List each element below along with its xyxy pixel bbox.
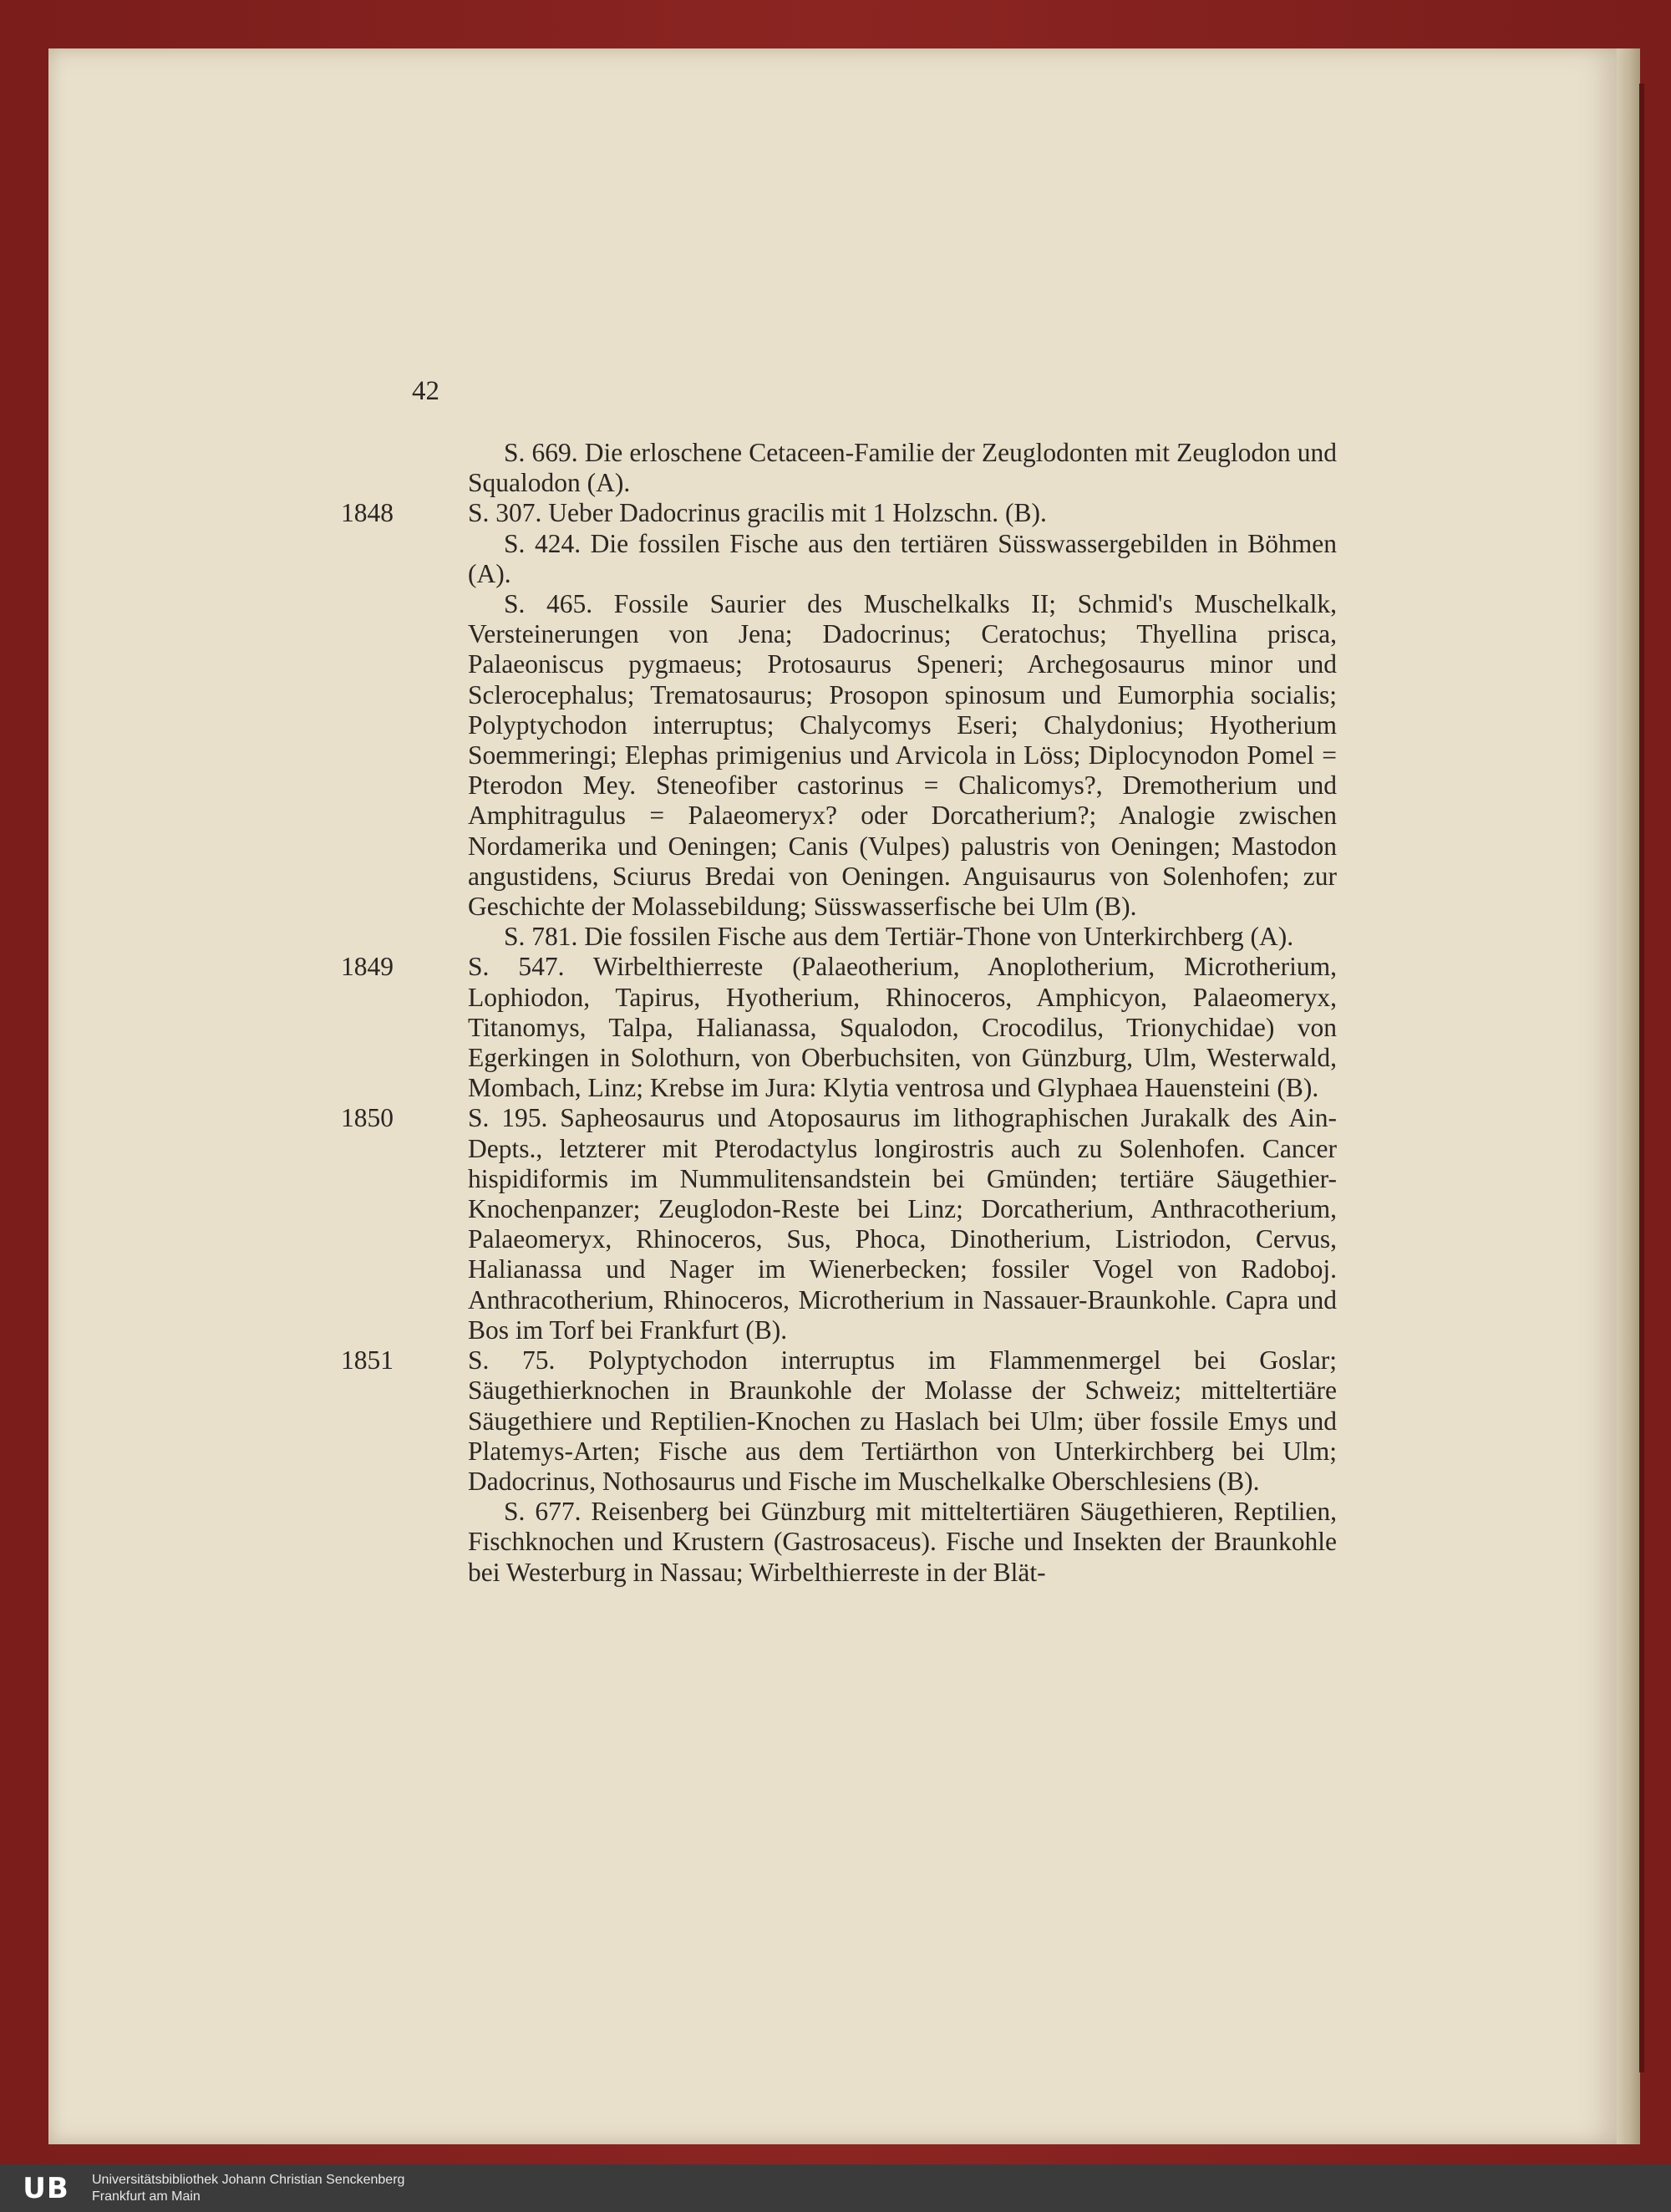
bibliography-entry xyxy=(341,1345,1337,1588)
entry-year: 1850 xyxy=(341,1103,394,1133)
bibliography-entry xyxy=(468,438,1337,498)
entry-year: 1848 xyxy=(341,498,394,528)
entry-paragraph: S. 465. Fossile Saurier des Muschelkalks II; Schmid's Muschelkalk, Versteinerungen von Jena; Dadocrinus; Ceratochus; Thyellina prisca, Palaeoniscus pygmaeus; Protosaurus Speneri; Archegosaurus minor und Sclerocephalus; Trematosaurus; Prosopon spinosum und Eumorphia socialis; Polyptychodon interruptus; Chalycomys Eseri; Chalydonius; Hyotherium Soemmeringi; Elephas primigenius und Arvicola in Löss; Diplocynodon Pomel = Pterodon Mey. Steneofiber castorinus = Chalicomys?, Dremotherium und Amphitragulus = Palaeomeryx? oder Dorcatherium?; Analogie zwischen Nordamerika und Oeningen; Canis (Vulpes) palustris von Oeningen; Mastodon angustidens, Sciurus Bredai von Oeningen. Anguisaurus von Solenhofen; zur Geschichte der Molassebildung; Süsswasserfische bei Ulm (B). xyxy=(468,589,1337,922)
bibliography-entry xyxy=(341,952,1337,1103)
footer-city: Frankfurt am Main xyxy=(92,2189,201,2204)
entry-paragraph: S. 781. Die fossilen Fische aus dem Tertiär-Thone von Unterkirchberg (A). xyxy=(504,922,1294,952)
entry-year: 1849 xyxy=(341,952,394,982)
entry-paragraph: S. 307. Ueber Dadocrinus gracilis mit 1 Holzschn. (B). xyxy=(468,498,1047,528)
bibliography-entry xyxy=(341,498,1337,952)
footer-text xyxy=(92,2172,404,2205)
page-text xyxy=(341,438,1337,1588)
entry-paragraph: S. 424. Die fossilen Fische aus den tertiären Süsswassergebilden in Böhmen (A). xyxy=(468,528,1337,588)
bibliography-entry xyxy=(341,1103,1337,1345)
page-number: 42 xyxy=(412,376,439,406)
entry-year: 1851 xyxy=(341,1345,394,1376)
entry-paragraph: S. 195. Sapheosaurus und Atoposaurus im lithographischen Jurakalk des Ain-Depts., letzterer mit Pterodactylus longirostris auch zu Solenhofen. Cancer hispidiformis im Nummulitensandstein bei Gmünden; tertiäre Säugethier-Knochenpanzer; Zeuglodon-Reste bei Linz; Dorcatherium, Anthracotherium, Palaeomeryx, Rhinoceros, Sus, Phoca, Dinotherium, Listriodon, Cervus, Halianassa und Nager im Wienerbecken; fossiler Vogel von Radoboj. Anthracotherium, Rhinoceros, Microtherium in Nassauer-Braunkohle. Capra und Bos im Torf bei Frankfurt (B). xyxy=(468,1103,1337,1345)
page-edge xyxy=(1617,48,1640,2144)
entry-paragraph: S. 547. Wirbelthierreste (Palaeotherium, Anoplotherium, Microtherium, Lophiodon, Tapirus, Hyotherium, Rhinoceros, Amphicyon, Palaeomeryx, Titanomys, Talpa, Halianassa, Squalodon, Crocodilus, Trionychidae) von Egerkingen in Solothurn, von Oberbuchsiten, von Günzburg, Ulm, Westerwald, Mombach, Linz; Krebse im Jura: Klytia ventrosa und Glyphaea Hauensteini (B). xyxy=(468,952,1337,1103)
library-logo: UB xyxy=(23,2171,69,2205)
entry-paragraph: S. 669. Die erloschene Cetaceen-Familie der Zeuglodonten mit Zeuglodon und Squalodon (A). xyxy=(468,438,1337,498)
entry-paragraph: S. 677. Reisenberg bei Günzburg mit mitteltertiären Säugethieren, Reptilien, Fischknochen und Krustern (Gastrosaceus). Fische und Insekten der Braunkohle bei Westerburg in Nassau; Wirbelthierreste in der Blät- xyxy=(468,1497,1337,1587)
entry-paragraph: S. 75. Polyptychodon interruptus im Flammenmergel bei Goslar; Säugethierknochen in Braunkohle der Molasse der Schweiz; mitteltertiäre Säugethiere und Reptilien-Knochen zu Haslach bei Ulm; über fossile Emys und Platemys-Arten; Fische aus dem Tertiärthon von Unterkirchberg bei Ulm; Dadocrinus, Nothosaurus und Fische im Muschelkalke Oberschlesiens (B). xyxy=(468,1345,1337,1496)
footer-bar xyxy=(0,2164,1671,2212)
footer-institution: Universitätsbibliothek Johann Christian Senckenberg xyxy=(92,2172,405,2187)
page-edge-shadow xyxy=(1639,84,1644,2072)
